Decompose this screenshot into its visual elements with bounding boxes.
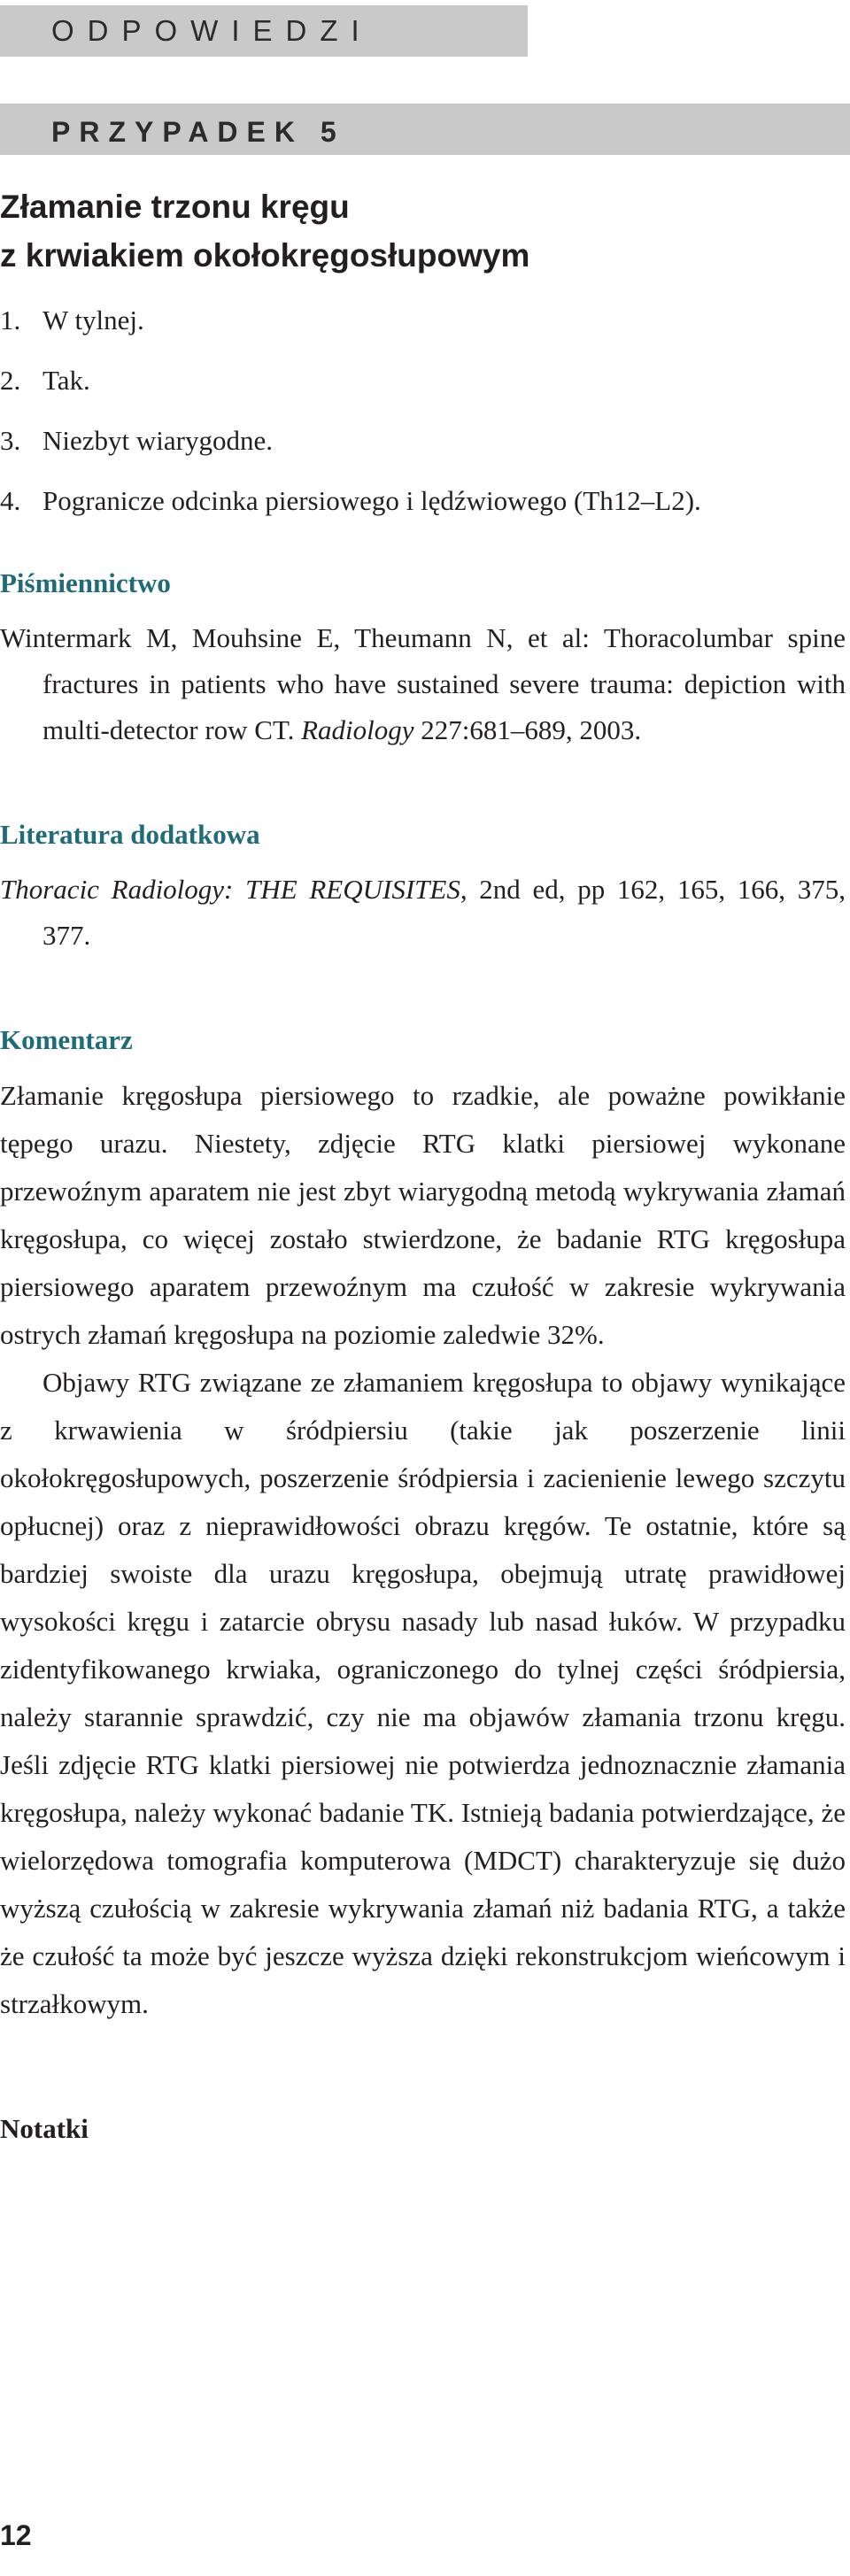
answer-text: Tak. [42,365,90,396]
section-header-label: ODPOWIEDZI [51,14,373,47]
comment-paragraph-1: Złamanie kręgosłupa piersiowego to rzadkie, ale poważne powikłanie tępego urazu. Niestety, zdjęcie RTG klatki piersiowej wykonane przewoźnym aparatem nie jest zbyt wiarygodną metodą wykrywania złamań kręgosłupa, co więcej zostało stwierdzone, że badanie RTG kręgosłupa piersiowego aparatem przewoźnym ma czułość w zakresie wykrywania ostrych złamań kręgosłupa na poziomie zaledwie 32%. [0,1080,846,1350]
case-header-label: PRZYPADEK 5 [51,116,345,148]
case-title-line1: Złamanie trzonu kręgu [0,189,350,225]
answer-number: 1. [0,305,21,335]
answer-text: Niezbyt wiarygodne. [42,425,273,456]
answer-item [0,417,846,465]
bibliography-reference [0,615,846,753]
bibliography-heading: Piśmiennictwo [0,567,171,598]
answer-number: 4. [0,485,21,516]
comment-paragraph-2: Objawy RTG związane ze złamaniem kręgosłupa to objawy wynikające z krwawienia w śródpiersiu (takie jak poszerzenie linii okołokręgosłupowych, poszerzenie śródpiersia i zacienienie lewego szczytu opłucnej) oraz z nieprawidłowości obrazu kręgów. Te ostatnie, które są bardziej swoiste dla urazu kręgosłupa, obejmują utratę prawidłowej wysokości kręgu i zatarcie obrysu nasady lub nasad łuków. W przypadku zidentyfikowanego krwiaka, ograniczonego do tylnej części śródpiersia, należy starannie sprawdzić, czy nie ma objawów złamania trzonu kręgu. Jeśli zdjęcie RTG klatki piersiowej nie potwierdza jednoznacznie złamania kręgosłupa, należy wykonać badanie TK. Istnieją badania potwierdzające, że wielorzędowa tomografia komputerowa (MDCT) charakteryzuje się dużo wyższą czułością w zakresie wykrywania złamań niż badania RTG, a także że czułość ta może być jeszcze wyższa dzięki rekonstrukcjom wieńcowym i strzałkowym. [0,1367,846,2019]
bibliography-authors-title: Wintermark M, Mouhsine E, Theumann N, et al: Thoracolumbar spine fractures in patients who have sustained severe trauma: depiction with multi-detector row CT. [0,622,846,745]
page-content [0,182,846,2161]
case-title-line2: z krwiakiem okołokręgosłupowym [0,237,530,274]
notes-heading: Notatki [0,2113,89,2144]
bibliography-journal: Radiology [301,714,414,745]
case-header-band [0,104,850,155]
answer-number: 3. [0,425,21,456]
answer-text: W tylnej. [42,305,144,335]
additional-literature-book: Thoracic Radiology: THE REQUISITES [0,874,460,905]
answer-number: 2. [0,365,21,396]
additional-literature-reference [0,867,846,959]
comment-heading: Komentarz [0,1024,133,1055]
answer-item [0,297,846,344]
bibliography-citation: 227:681–689, 2003. [413,714,642,745]
case-title [0,182,846,280]
comment-body [0,1072,846,2028]
answers-list [0,297,846,525]
additional-literature-pages: , 2nd ed, pp 162, 165, 166, 375, 377. [42,874,846,951]
additional-literature-heading: Literatura dodatkowa [0,819,260,850]
answer-item [0,477,846,525]
page-number: 12 [0,2519,32,2551]
answer-text: Pogranicze odcinka piersiowego i lędźwiowego (Th12–L2). [42,485,701,516]
section-header-band [0,5,528,57]
answer-item [0,357,846,405]
